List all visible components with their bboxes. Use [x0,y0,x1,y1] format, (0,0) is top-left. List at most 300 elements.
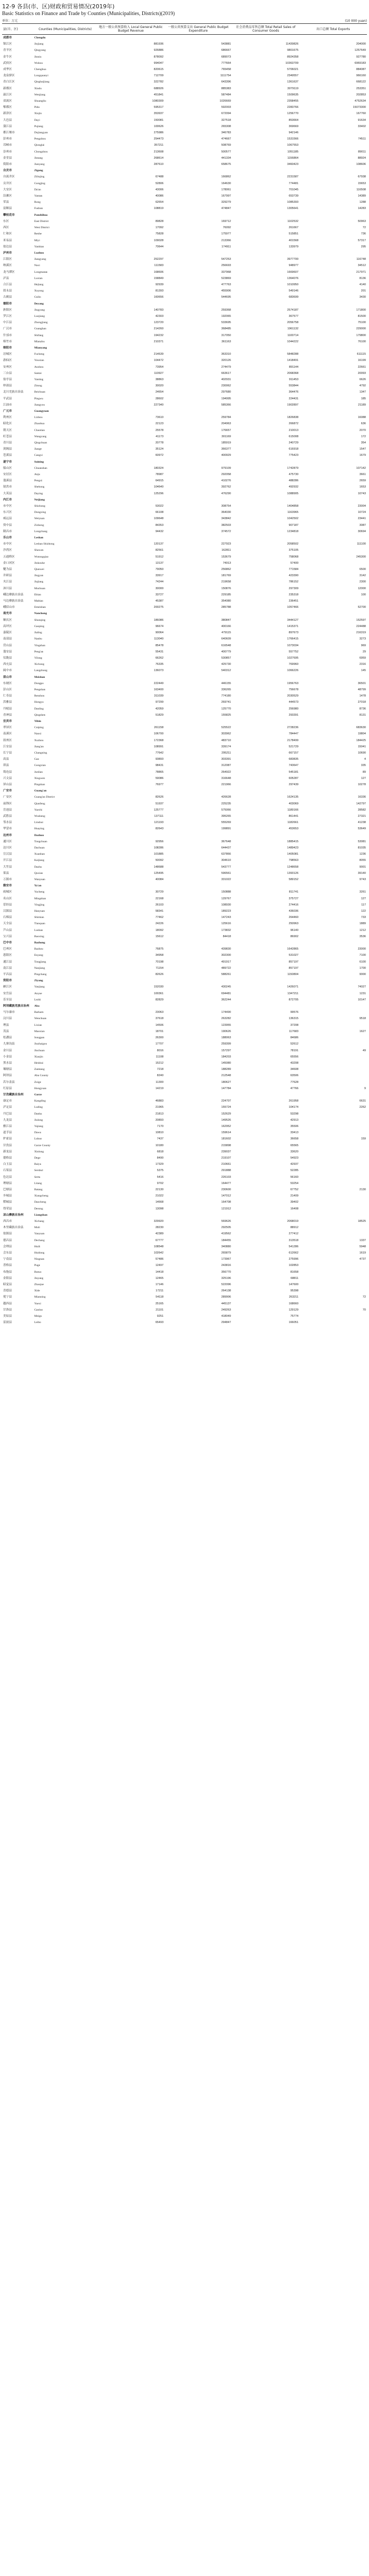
county-name-cn: 西昌市 [3,1219,12,1223]
revenue-cell: 311039 [154,694,163,698]
expenditure-cell: 439830 [221,948,231,951]
retail-sales-cell: 1027695 [287,656,298,660]
retail-sales-cell: 104174 [289,1106,298,1109]
county-name-cn: 炉霍县 [3,1137,12,1141]
retail-sales-cell: 907187 [289,523,298,527]
expenditure-cell: 295211 [221,751,231,755]
revenue-cell: 150081 [154,118,163,122]
revenue-cell: 98431 [155,764,163,768]
county-name-cn: 华蓥市 [3,827,12,831]
retail-sales-cell: 1405081 [287,853,298,856]
revenue-cell: 70198 [155,960,163,964]
exports-cell: 4737 [359,1258,366,1261]
county-name-en: Hongyuan [34,1087,47,1090]
expenditure-cell: 479115 [221,631,231,635]
expenditure-cell: 474847 [221,207,231,211]
expenditure-cell: 317050 [221,333,231,337]
county-name-cn: 色达县 [3,1175,12,1179]
county-name-cn: 江安县 [3,745,12,748]
table-row [2,86,367,92]
exports-cell: 3536 [359,935,366,938]
retail-sales-cell: 53254 [290,1181,298,1185]
table-row [2,377,367,383]
county-name-en: Anyue [34,992,42,995]
county-name-en: Yuechi [34,808,43,812]
table-row [2,731,367,737]
county-name-cn: 会理县 [3,1245,12,1248]
county-name-en: Renshou [34,694,45,698]
exports-cell: 89 [362,770,366,774]
revenue-cell: 62654 [155,201,163,204]
retail-sales-cell: 857197 [289,960,298,964]
table-row [2,1250,367,1256]
retail-sales-cell: 274416 [289,903,298,907]
county-name-cn: 简阳市 [3,163,12,166]
table-row [2,864,367,870]
retail-sales-cell: 56160 [290,1175,298,1179]
revenue-cell: 252297 [154,258,163,261]
retail-sales-cell: 102853 [289,1264,298,1268]
county-name-cn: 船山区 [3,466,12,470]
expenditure-cell: 483710 [221,739,231,742]
county-name-en: Jialing [34,631,42,635]
region-header-row [2,408,367,414]
retail-sales-cell: 1234818 [287,530,298,533]
region-header-row [2,35,367,41]
expenditure-cell [165,459,232,465]
exports-cell: 29 [362,650,366,653]
expenditure-cell: 331022 [221,878,231,882]
revenue-cell: 77462 [155,916,163,920]
retail-sales-cell: 52612 [290,1042,298,1046]
county-name-en: Ganluo [34,1308,43,1312]
county-name-en: Longmatan [34,270,48,274]
revenue-cell: 5416 [157,1175,163,1179]
exports-cell [299,1301,367,1307]
retail-sales-cell: 1057466 [287,606,298,609]
revenue-cell [97,718,165,725]
expenditure-cell: 585366 [221,403,231,407]
retail-sales-cell: 2068368 [287,371,298,375]
retail-sales-cell: 605287 [289,776,298,780]
exports-cell [299,1262,367,1269]
county-name-cn: 都江堰市 [3,131,15,135]
county-name-en: Rong [34,201,41,204]
expenditure-cell: 392762 [221,485,231,489]
exports-cell: 6500 [359,568,366,572]
retail-sales-cell: 10363709 [285,61,298,65]
revenue-cell [97,883,165,889]
county-name-en: Baoxing [34,935,44,938]
revenue-cell: 96674 [155,624,163,628]
retail-sales-cell: 33620 [290,1150,298,1153]
county-name-cn: 会东县 [3,1251,12,1255]
county-name-cn: 眉山市 [2,674,33,680]
revenue-cell [97,212,165,218]
county-name-cn: 射洪市 [3,485,12,489]
retail-sales-cell: 1256770 [287,112,298,116]
county-name-cn: 新津区 [3,112,12,116]
county-name-cn: 大英县 [3,492,12,495]
table-row [2,1187,367,1193]
exports-cell [299,1041,367,1047]
county-name-cn: 安居区 [3,473,12,477]
region-header-row [2,212,367,218]
retail-sales-cell: 1156864 [287,156,298,160]
county-name-en: Dawu [34,1131,42,1135]
table-row [2,1319,367,1326]
expenditure-cell: 363310 [221,353,231,356]
table-row [2,1073,367,1079]
county-name-cn: 雷波县 [3,1321,12,1325]
county-name-cn: 大安区 [3,188,12,191]
county-name-en: Qianwei [34,568,44,572]
retail-sales-cell: 488286 [289,479,298,483]
exports-cell: 117 [361,903,366,907]
revenue-cell: 23063 [155,1011,163,1014]
county-name-en: Xinjin [34,112,42,116]
expenditure-cell [165,1003,232,1009]
county-name-en: Tianquan [34,922,45,926]
exports-cell: 217971 [356,270,366,274]
county-name-cn: 珙县 [3,764,9,768]
exports-cell: 9518 [359,1017,366,1021]
table-row [2,1231,367,1237]
county-name-en: Shifang [34,333,44,337]
retail-sales-cell: 261667 [289,226,298,230]
county-name-cn: 井研县 [3,574,12,578]
retail-sales-cell [232,718,299,725]
county-name-en: Muli [34,1226,40,1230]
revenue-cell: 7218 [157,1068,163,1071]
expenditure-cell: 259368 [221,308,231,312]
county-name-en: Jiangyang [34,258,46,261]
expenditure-cell: 219658 [221,580,231,584]
county-name-en: Jiangyou [34,403,45,407]
table-row [2,440,367,446]
table-row [2,136,367,142]
exports-cell: 295 [361,245,366,248]
expenditure-cell: 249263 [221,1308,231,1312]
county-name-en: Dazhu [34,865,42,869]
county-name-en: Shehong [34,485,45,489]
county-name-cn: 雅江县 [3,1124,12,1128]
table-row [2,826,367,832]
retail-sales-cell: 1150804 [287,973,298,977]
revenue-cell: 15612 [155,935,163,938]
table-row [2,1098,367,1104]
county-name-en: Nanjiang [34,966,45,970]
revenue-cell: 24226 [155,922,163,926]
county-name-cn: 内江市 [2,497,33,503]
expenditure-cell: 256693 [221,264,231,268]
county-name-en: Qingbaijiang [34,80,50,84]
county-name-en: Yanbian [34,245,44,248]
expenditure-cell: 230062 [221,384,231,388]
county-name-cn: 遂宁市 [2,459,33,465]
revenue-cell: 70644 [155,245,163,248]
exports-cell: 927780 [356,55,366,59]
expenditure-cell [165,718,232,725]
revenue-cell: 26300 [155,1036,163,1040]
table-row [2,60,367,66]
expenditure-cell: 150888 [221,890,231,894]
county-name-cn: 涪城区 [3,353,12,356]
expenditure-cell: 215898 [221,1144,231,1147]
exports-cell [299,459,367,465]
exports-cell: 111100 [357,542,366,546]
table-row [2,592,367,598]
exports-cell: 6959 [359,656,366,660]
county-name-cn: 邻水县 [3,821,12,825]
exports-cell: 2130 [359,1188,366,1191]
expenditure-cell: 402931 [221,378,231,381]
header-retail: 社会消费品零售总额 Total Retail Sales of Consumer Goods [232,24,299,35]
county-name-en: Aba County [34,1074,49,1078]
county-name-en: Nanxi [34,732,42,736]
table-row [2,667,367,674]
expenditure-cell: 125770 [221,707,231,711]
retail-sales-cell [232,497,299,503]
retail-sales-cell: 297439 [289,783,298,786]
retail-sales-cell: 3444127 [287,618,298,622]
retail-sales-cell: 1766415 [287,637,298,641]
table-header [2,24,367,35]
county-name-cn: 昭化区 [3,422,12,426]
expenditure-cell: 361163 [221,340,231,343]
table-row [2,92,367,98]
retail-sales-cell: 210013 [289,428,298,432]
county-name-cn: 市中区 [3,542,12,546]
expenditure-cell: 184203 [221,1055,231,1059]
expenditure-cell: 269741 [221,701,231,704]
county-name-en: Yibin [33,718,97,725]
exports-cell [299,1224,367,1231]
exports-cell: 966160 [356,74,366,78]
revenue-cell: 148688 [154,865,163,869]
county-name-cn: 布拖县 [3,1270,12,1274]
county-name-cn: 成华区 [3,68,12,72]
table-row [2,579,367,585]
expenditure-cell: 256862 [221,568,231,572]
table-row [2,541,367,547]
retail-sales-cell: 1100714 [287,333,298,337]
retail-sales-cell: 589152 [289,878,298,882]
retail-sales-cell: 1361637 [287,80,298,84]
revenue-cell: 110927 [154,371,163,375]
table-row [2,1262,367,1269]
table-row [2,1060,367,1066]
expenditure-cell: 155825 [221,713,231,717]
table-row [2,123,367,130]
county-name-cn: 双流区 [3,100,12,103]
county-name-cn: 邛崃市 [3,144,12,147]
county-name-en: Dachuan [34,846,45,850]
header-revenue: 地方一般公共预算收入 Local General Public Budget Revenue [97,24,165,35]
region-header-row [2,978,367,984]
retail-sales-cell: 2068019 [287,1219,298,1223]
table-row [2,997,367,1003]
retail-sales-cell: 95398 [290,1289,298,1293]
expenditure-cell: 192065 [221,314,231,318]
retail-sales-cell: 11439826 [285,43,298,46]
table-row [2,547,367,553]
county-name-en: Serta [34,1175,40,1179]
county-name-cn: 沿滩区 [3,194,12,198]
expenditure-cell: 152629 [221,1112,231,1116]
table-row [2,1199,367,1205]
exports-cell [299,1319,367,1326]
exports-cell: 184425 [356,739,366,742]
revenue-cell: 14418 [155,1270,163,1274]
exports-cell: 10743 [358,492,366,495]
county-name-en: Yingjing [34,903,45,907]
exports-cell [299,1111,367,1117]
retail-sales-cell: 1415371 [287,624,298,628]
table-row [2,902,367,908]
revenue-cell: 51829 [155,713,163,717]
expenditure-cell: 149526 [221,1118,231,1122]
retail-sales-cell: 53298 [290,1112,298,1116]
expenditure-cell: 239037 [221,1150,231,1153]
county-name-en: Yantan [34,194,43,198]
revenue-cell: 17092 [155,226,163,230]
retail-sales-cell: 475730 [289,473,298,477]
retail-sales-cell: 5848288 [287,353,298,356]
county-name-en: Shimian [34,916,44,920]
county-name-cn: 沐川县 [3,587,12,590]
county-name-en: Ziyang [33,978,97,984]
exports-cell: 9000 [359,973,366,977]
county-name-cn: 彭山区 [3,688,12,691]
exports-cell [299,535,367,541]
exports-cell [299,345,367,351]
table-row [2,1161,367,1167]
exports-cell: 76100 [358,340,366,343]
county-name-en: Jiange [34,448,42,451]
revenue-cell: 881936 [154,43,163,46]
revenue-cell: 275986 [154,131,163,135]
exports-cell: 152597 [356,618,366,622]
revenue-cell: 17707 [155,1042,163,1046]
retail-sales-cell: 34608 [290,1068,298,1071]
table-row [2,1313,367,1319]
exports-cell: 4 [364,758,366,761]
table-row [2,370,367,377]
county-name-cn: 金牛区 [3,55,12,59]
exports-cell: 100 [361,593,366,596]
table-row [2,813,367,819]
retail-sales-cell: 88912 [290,1226,298,1230]
county-name-en: Mianyang [33,345,97,351]
revenue-cell: 35124 [155,448,163,451]
exports-cell: 1679 [359,454,366,457]
county-name-en: Guanghan [34,327,46,331]
county-name-en: Yilong [34,656,43,660]
exports-cell: 91634 [358,118,366,122]
revenue-cell: 994047 [154,61,163,65]
county-name-en: Danling [34,707,44,711]
exports-cell [299,1022,367,1028]
expenditure-cell: 325196 [221,1276,231,1280]
retail-sales-cell: 375105 [289,549,298,552]
expenditure-cell: 658675 [221,163,231,166]
county-name-en: Litang [34,1181,42,1185]
county-name-cn: 九寨沟县 [3,1042,15,1046]
retail-sales-cell: 8924358 [287,55,298,59]
retail-sales-cell: 67752 [290,1188,298,1191]
revenue-cell: 28230 [155,1226,163,1230]
table-row [2,1301,367,1307]
retail-sales-cell: 1073034 [287,644,298,647]
table-row [2,851,367,857]
county-name-en: Jingyan [34,574,44,578]
revenue-cell: 22168 [155,897,163,900]
header-expenditure: 一般公共预算支出 General Public Budget Expenditure [165,24,232,35]
exports-cell: 8736 [359,707,366,711]
county-name-en: Cuiping [34,726,44,730]
table-row [2,1136,367,1142]
exports-cell: 9001 [359,865,366,869]
expenditure-cell: 672094 [221,112,231,116]
county-name-en: Tongjiang [34,960,46,964]
revenue-cell [97,1092,165,1098]
county-name-cn: 苍溪县 [3,454,12,457]
county-name-cn: 黑水县 [3,1061,12,1065]
exports-cell: 12000 [358,587,366,590]
table-row [2,598,367,604]
exports-cell: 27321 [358,814,366,818]
expenditure-cell: 184455 [221,1238,231,1242]
expenditure-cell: 588261 [221,973,231,977]
county-name-cn: 巴中市 [2,940,33,946]
county-name-en: Hejiang [34,283,44,286]
county-name-cn: 德阳市 [2,301,33,307]
retail-sales-cell: 1956763 [287,681,298,685]
expenditure-cell: 221966 [221,783,231,786]
retail-sales-cell: 756678 [289,688,298,691]
county-name-en: Youxian [34,359,44,363]
table-row [2,199,367,205]
expenditure-cell: 166862 [221,175,231,179]
county-name-cn: 古蔺县 [3,296,12,299]
county-name-cn: 安州区 [3,365,12,369]
county-name-cn: 通江县 [3,960,12,964]
county-name-en: Santai [34,371,42,375]
retail-sales-cell: 775423 [289,454,298,457]
revenue-cell: 113040 [154,637,163,641]
exports-cell: 201 [361,289,366,293]
county-name-en: Jiajiang [34,580,44,584]
county-name-en: Jinkouhe [34,561,45,565]
county-name-cn: 郫都区 [3,106,12,109]
county-name-cn: 绵竹市 [3,340,12,343]
retail-sales-cell: 911453 [289,378,298,381]
revenue-cell: 74244 [155,580,163,584]
revenue-cell: 82829 [155,998,163,1001]
county-name-cn: 平昌县 [3,973,12,977]
revenue-cell: 104640 [154,485,163,489]
table-row [2,98,367,104]
retail-sales-cell: 531027 [289,954,298,957]
county-name-en: Jintang [34,156,43,160]
exports-cell [299,1079,367,1085]
revenue-cell: 30020 [155,384,163,388]
county-name-cn: 乐山市 [2,535,33,541]
county-name-cn: 稻城县 [3,1201,12,1204]
table-row [2,737,367,744]
expenditure-cell: 164630 [221,182,231,185]
